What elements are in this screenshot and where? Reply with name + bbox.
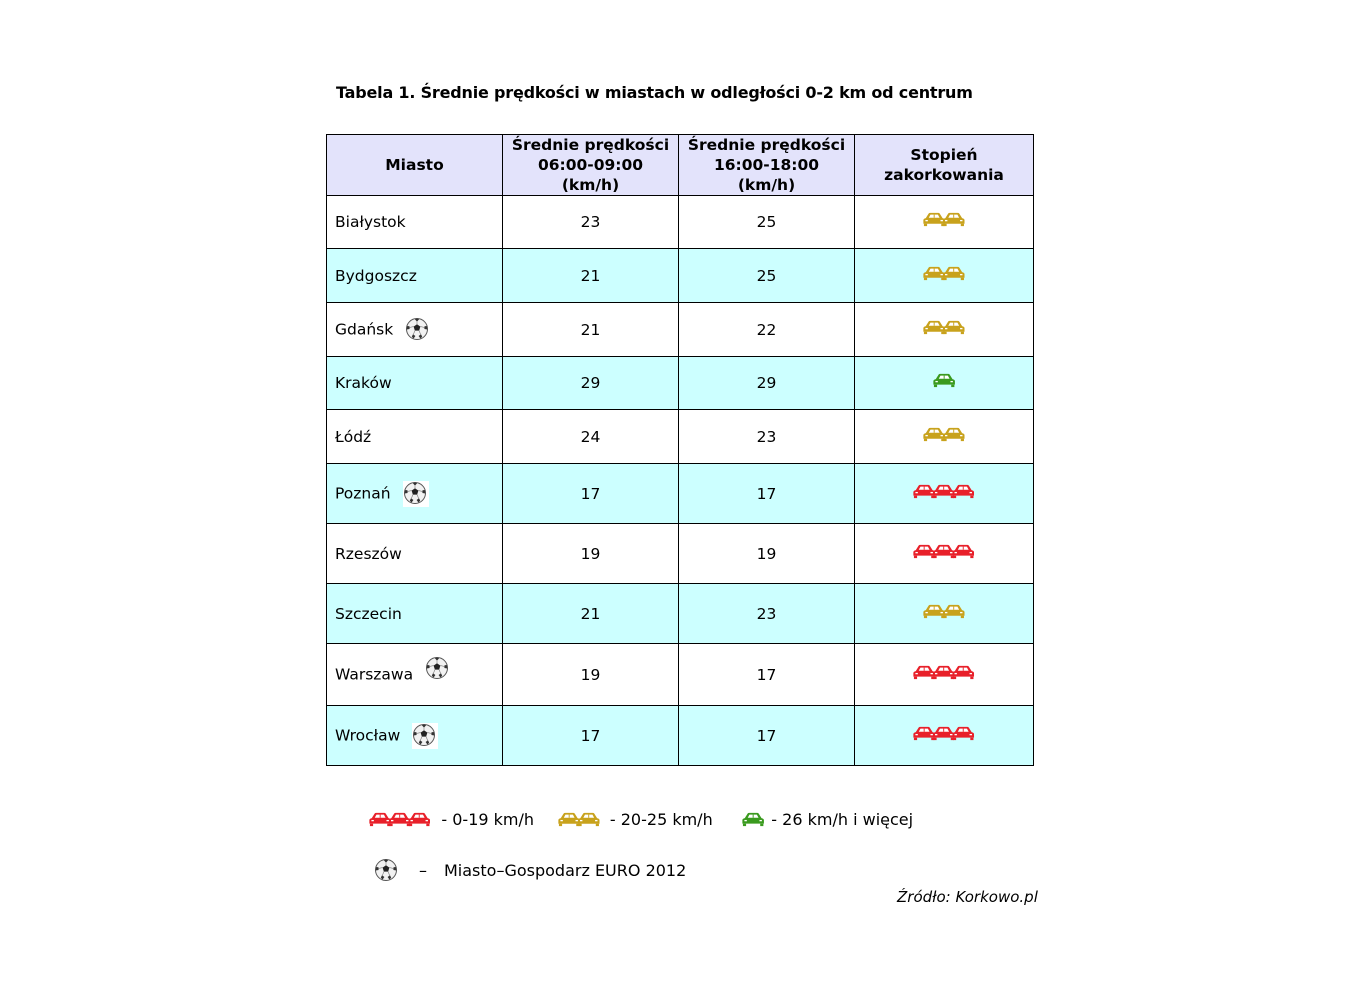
legend-label-euro-host: Miasto–Gospodarz EURO 2012	[444, 860, 687, 880]
cell-morning-speed: 21	[503, 584, 679, 644]
cell-morning-speed: 17	[503, 464, 679, 524]
two-yellow-cars-icon	[923, 425, 965, 443]
cell-evening-speed: 25	[679, 249, 855, 303]
three-red-cars-icon	[913, 663, 974, 681]
city-name: Białystok	[335, 213, 406, 231]
two-yellow-cars-icon	[923, 264, 965, 282]
cell-congestion	[855, 410, 1034, 464]
cell-city	[327, 196, 503, 249]
city-name: Wrocław	[335, 726, 401, 744]
city-name: Warszawa	[335, 665, 414, 683]
table-header-row	[327, 135, 1034, 196]
page-title: Tabela 1. Średnie prędkości w miastach w odległości 0-2 km od centrum	[336, 83, 973, 102]
cell-evening-speed: 29	[679, 357, 855, 410]
one-green-car-icon	[742, 812, 764, 827]
column-header-morning-speed: Średnie prędkości 06:00-09:00 (km/h)	[503, 135, 679, 196]
cell-city	[327, 249, 503, 303]
cell-morning-speed: 21	[503, 303, 679, 357]
cell-congestion	[855, 706, 1034, 766]
table-row	[327, 196, 1034, 249]
column-header-city: Miasto	[327, 135, 503, 196]
table-row	[327, 303, 1034, 357]
column-header-evening-speed: Średnie prędkości 16:00-18:00 (km/h)	[679, 135, 855, 196]
soccer-ball-icon	[374, 858, 398, 882]
three-red-cars-icon	[369, 812, 430, 827]
cell-morning-speed: 21	[503, 249, 679, 303]
cell-evening-speed: 17	[679, 464, 855, 524]
table-row	[327, 644, 1034, 706]
cell-city	[327, 464, 503, 524]
legend-item-yellow	[558, 810, 713, 829]
city-name: Bydgoszcz	[335, 266, 417, 285]
cell-city	[327, 524, 503, 584]
table-row	[327, 357, 1034, 410]
two-yellow-cars-icon	[923, 318, 965, 336]
table-row	[327, 584, 1034, 644]
cell-congestion	[855, 357, 1034, 410]
legend-dash: –	[419, 860, 427, 880]
cell-city	[327, 584, 503, 644]
cell-evening-speed: 19	[679, 524, 855, 584]
three-red-cars-icon	[913, 724, 974, 742]
city-name: Kraków	[335, 374, 392, 392]
cell-morning-speed: 17	[503, 706, 679, 766]
cell-morning-speed: 19	[503, 644, 679, 706]
table-row	[327, 249, 1034, 303]
cell-congestion	[855, 524, 1034, 584]
legend-label-red: - 0-19 km/h	[441, 810, 535, 829]
two-yellow-cars-icon	[923, 210, 965, 228]
soccer-ball-icon	[425, 656, 451, 682]
cell-evening-speed: 23	[679, 584, 855, 644]
cell-congestion	[855, 464, 1034, 524]
cell-congestion	[855, 196, 1034, 249]
cell-congestion	[855, 644, 1034, 706]
cell-city	[327, 357, 503, 410]
city-name: Gdańsk	[335, 320, 394, 338]
legend-label-green: - 26 km/h i więcej	[771, 810, 914, 829]
two-yellow-cars-icon	[923, 602, 965, 620]
soccer-ball-icon	[405, 317, 431, 343]
source-note: Źródło: Korkowo.pl	[897, 888, 1038, 906]
cell-evening-speed: 17	[679, 706, 855, 766]
city-name: Szczecin	[335, 604, 402, 623]
cell-evening-speed: 25	[679, 196, 855, 249]
table-row	[327, 464, 1034, 524]
table-row	[327, 410, 1034, 464]
column-header-congestion: Stopień zakorkowania	[855, 135, 1034, 196]
one-green-car-icon	[933, 371, 955, 389]
cell-congestion	[855, 303, 1034, 357]
cell-city	[327, 644, 503, 706]
two-yellow-cars-icon	[558, 812, 600, 827]
city-name: Poznań	[335, 484, 391, 502]
speeds-table	[326, 134, 1034, 766]
city-name: Rzeszów	[335, 544, 402, 563]
legend-item-green	[742, 810, 913, 829]
legend-item-red	[369, 810, 534, 829]
soccer-ball-icon	[403, 481, 429, 507]
city-name: Łódź	[335, 427, 372, 446]
cell-city	[327, 410, 503, 464]
cell-evening-speed: 23	[679, 410, 855, 464]
three-red-cars-icon	[913, 542, 974, 560]
table-row	[327, 706, 1034, 766]
legend-label-yellow: - 20-25 km/h	[609, 810, 713, 829]
cell-congestion	[855, 249, 1034, 303]
soccer-ball-icon	[412, 723, 438, 749]
legend-item-euro-host	[374, 858, 686, 882]
cell-morning-speed: 29	[503, 357, 679, 410]
cell-city	[327, 706, 503, 766]
table-row	[327, 524, 1034, 584]
cell-city	[327, 303, 503, 357]
cell-congestion	[855, 584, 1034, 644]
cell-morning-speed: 24	[503, 410, 679, 464]
cell-evening-speed: 17	[679, 644, 855, 706]
cell-morning-speed: 19	[503, 524, 679, 584]
three-red-cars-icon	[913, 482, 974, 500]
cell-morning-speed: 23	[503, 196, 679, 249]
cell-evening-speed: 22	[679, 303, 855, 357]
